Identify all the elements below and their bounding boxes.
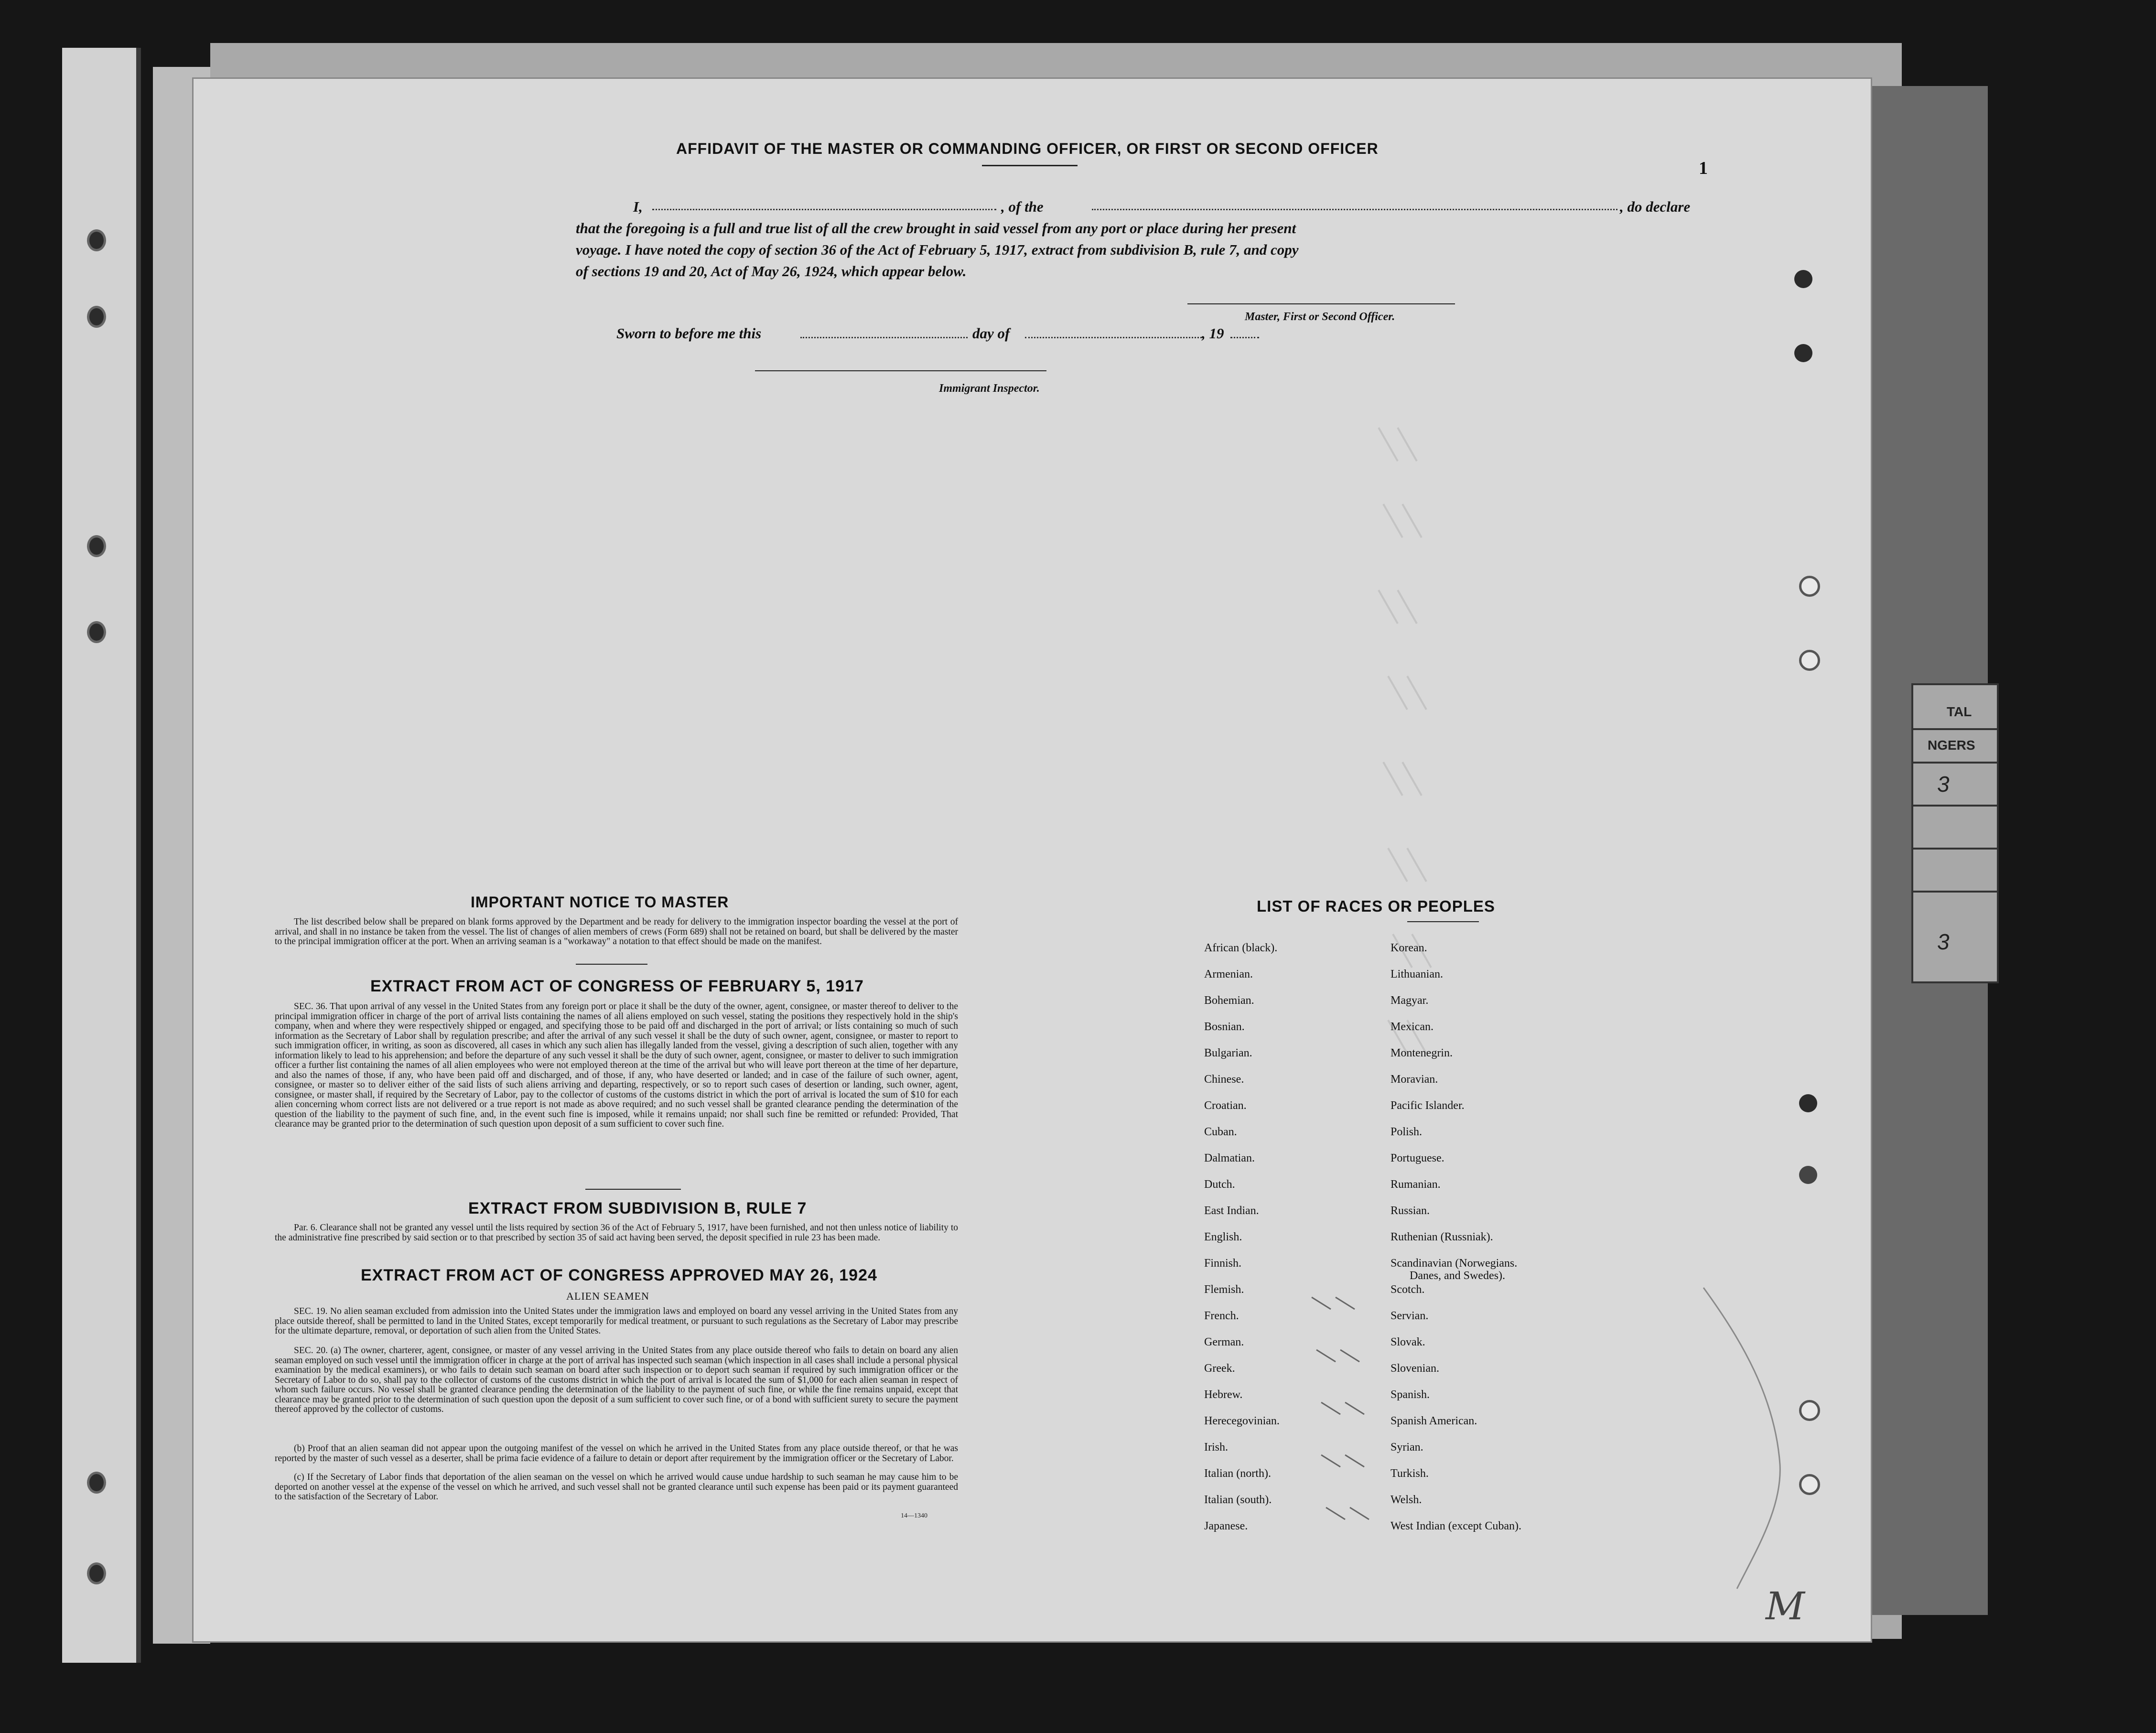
manifest-page bbox=[194, 79, 1871, 1641]
races-rule bbox=[1407, 921, 1479, 922]
inspector-line bbox=[755, 370, 1046, 371]
title-rule bbox=[982, 165, 1078, 166]
affidavit-line1-suffix: , do declare bbox=[1620, 198, 1691, 215]
affidavit-line1-middle: , of the bbox=[1001, 198, 1044, 215]
race-item-continuation: Danes, and Swedes). bbox=[1410, 1270, 1505, 1282]
race-item: Hebrew. bbox=[1204, 1389, 1243, 1401]
race-item: French. bbox=[1204, 1310, 1239, 1322]
race-item: German. bbox=[1204, 1336, 1244, 1348]
sworn-prefix: Sworn to before me this bbox=[616, 325, 762, 342]
sworn-month-blank bbox=[1025, 337, 1202, 338]
binder-hole bbox=[87, 229, 106, 251]
section-rule bbox=[576, 964, 647, 965]
form-number: 14—1340 bbox=[901, 1512, 927, 1519]
race-item: West Indian (except Cuban). bbox=[1391, 1520, 1521, 1532]
handwritten-mark: M bbox=[1766, 1584, 1805, 1628]
extract-1917-title: EXTRACT FROM ACT OF CONGRESS OF FEBRUARY 5, 1917 bbox=[370, 977, 864, 995]
inspector-label: Immigrant Inspector. bbox=[939, 382, 1040, 395]
race-item: Croatian. bbox=[1204, 1099, 1247, 1112]
race-item: Bulgarian. bbox=[1204, 1047, 1252, 1059]
section-rule bbox=[585, 1189, 681, 1190]
affidavit-line4: of sections 19 and 20, Act of May 26, 1924, which appear below. bbox=[576, 263, 967, 280]
race-item: Turkish. bbox=[1391, 1467, 1429, 1480]
sworn-day-blank bbox=[800, 337, 968, 338]
race-item: Armenian. bbox=[1204, 968, 1253, 980]
affidavit-line2: that the foregoing is a full and true list of all the crew brought in said vessel from any port or place during her present bbox=[576, 220, 1296, 237]
name-blank bbox=[652, 209, 996, 210]
race-item: Flemish. bbox=[1204, 1283, 1244, 1296]
sworn-day-label: day of bbox=[972, 325, 1010, 342]
race-item: Russian. bbox=[1391, 1205, 1430, 1217]
binder-hole bbox=[87, 535, 106, 557]
race-item: Pacific Islander. bbox=[1391, 1099, 1465, 1112]
race-item: Cuban. bbox=[1204, 1126, 1237, 1138]
alien-seamen-subtitle: ALIEN SEAMEN bbox=[566, 1290, 649, 1302]
race-item: Ruthenian (Russniak). bbox=[1391, 1231, 1493, 1243]
subdivision-title: EXTRACT FROM SUBDIVISION B, RULE 7 bbox=[468, 1199, 807, 1217]
race-item: Portuguese. bbox=[1391, 1152, 1445, 1164]
notice-title: IMPORTANT NOTICE TO MASTER bbox=[471, 893, 729, 911]
binder-hole bbox=[87, 306, 106, 328]
pencil-stroke bbox=[1699, 1283, 1794, 1598]
binder-hole bbox=[87, 621, 106, 643]
signature-label: Master, First or Second Officer. bbox=[1245, 311, 1395, 323]
race-item: Bohemian. bbox=[1204, 994, 1254, 1007]
race-item: Greek. bbox=[1204, 1362, 1235, 1375]
race-item: Moravian. bbox=[1391, 1073, 1438, 1086]
race-item: English. bbox=[1204, 1231, 1242, 1243]
reinforcement-ring bbox=[1799, 1400, 1820, 1421]
side-tab-value2: 3 bbox=[1937, 929, 1950, 954]
sworn-year-label: , 19 bbox=[1202, 325, 1224, 342]
race-item: East Indian. bbox=[1204, 1205, 1259, 1217]
subdivision-text: Par. 6. Clearance shall not be granted any vessel until the lists required by section 36 of the Act of February 5, 1917, have been furnished, and not then unless notice of liability to the administrative fine prescribed by said section or to that prescribed by section 35 of said act having been served, the deposit specified in rule 23 has been made. bbox=[275, 1223, 958, 1243]
reinforcement-ring bbox=[1799, 650, 1820, 671]
race-item: Herecegovinian. bbox=[1204, 1415, 1280, 1427]
race-item: Mexican. bbox=[1391, 1021, 1434, 1033]
race-item: Spanish. bbox=[1391, 1389, 1430, 1401]
race-item: Lithuanian. bbox=[1391, 968, 1443, 980]
side-tab-line1: TAL bbox=[1947, 704, 1972, 719]
race-item: Syrian. bbox=[1391, 1441, 1423, 1453]
race-item: Slovenian. bbox=[1391, 1362, 1439, 1375]
race-item: Irish. bbox=[1204, 1441, 1228, 1453]
race-item: Chinese. bbox=[1204, 1073, 1244, 1086]
extract-1924-title: EXTRACT FROM ACT OF CONGRESS APPROVED MAY 26, 1924 bbox=[361, 1266, 877, 1284]
race-item: African (black). bbox=[1204, 942, 1278, 954]
punch-hole bbox=[1799, 1094, 1817, 1112]
vessel-blank bbox=[1092, 209, 1617, 210]
race-item: Bosnian. bbox=[1204, 1021, 1245, 1033]
race-item: Welsh. bbox=[1391, 1494, 1422, 1506]
page-number: 1 bbox=[1699, 158, 1708, 178]
race-item: Finnish. bbox=[1204, 1257, 1242, 1270]
notice-text: The list described below shall be prepared on blank forms approved by the Department and be ready for delivery to the immigration inspector boarding the vessel at the port of arrival, and shall in no instance be taken from the vessel. The list of changes of alien members of crews (Form 689) shall not be retained on board, but shall be delivered by the master to the principal immigration officer at the port. When an arriving seaman is a "workaway" a notation to that effect should be made on the manifest. bbox=[275, 917, 958, 947]
race-item: Spanish American. bbox=[1391, 1415, 1477, 1427]
side-tab-line2: NGERS bbox=[1928, 738, 1975, 753]
affidavit-title: AFFIDAVIT OF THE MASTER OR COMMANDING OFFICER, OR FIRST OR SECOND OFFICER bbox=[676, 140, 1379, 157]
race-item: Scandinavian (Norwegians. bbox=[1391, 1257, 1518, 1270]
race-item: Magyar. bbox=[1391, 994, 1429, 1007]
sworn-year-blank bbox=[1230, 337, 1259, 338]
race-item: Servian. bbox=[1391, 1310, 1429, 1322]
punch-hole bbox=[1799, 1166, 1817, 1184]
signature-line bbox=[1187, 303, 1455, 304]
pencil-ticks bbox=[1245, 1278, 1493, 1565]
punch-hole bbox=[1794, 270, 1812, 288]
race-item: Dutch. bbox=[1204, 1178, 1235, 1191]
binder-hole bbox=[87, 1562, 106, 1584]
race-item: Japanese. bbox=[1204, 1520, 1248, 1532]
sec20b-text: (b) Proof that an alien seaman did not appear upon the outgoing manifest of the vessel on which he arrived in the United States from any place outside thereof, or that he was reported by the master of such vessel as a deserter, shall be prima facie evidence of a failure to detain or deport after requirement by the immigration officer or the Secretary of Labor. bbox=[275, 1443, 958, 1464]
sec20a-text: SEC. 20. (a) The owner, charterer, agent, consignee, or master of any vessel arriving in the United States from any place outside thereof who fails to detain on board any alien seaman employed on such vessel until the immigration officer in charge at the port of arrival has inspected such seaman (which inspection in all cases shall include a personal physical examination by the medical examiners), or who fails to detain such seaman on board after such inspection or to deport such seaman if required by such immigration officer or the Secretary of Labor to do so, shall pay to the collector of customs of the customs district in which the port of arrival is located the sum of $1,000 for each alien seaman in respect of whom such failure occurs. No vessel shall be granted clearance pending the determination of the liability to the payment of such fine, or while the fine remains unpaid, except that clearance may be granted prior to the determination of such question upon the deposit of a sum sufficient to cover such fine, or of a bond with sufficient surety to secure the payment thereof approved by the collector of customs. bbox=[275, 1345, 958, 1414]
races-title: LIST OF RACES OR PEOPLES bbox=[1257, 897, 1495, 915]
race-item: Rumanian. bbox=[1391, 1178, 1441, 1191]
sec20c-text: (c) If the Secretary of Labor finds that deportation of the alien seaman on the vessel on which he arrived would cause undue hardship to such seaman he may cause him to be deported on another vessel at the expense of the vessel on which he arrived, and such vessel shall not be granted clearance until such expense has been paid or its payment guaranteed to the satisfaction of the Secretary of Labor. bbox=[275, 1472, 958, 1502]
side-tab-totals bbox=[1911, 683, 1999, 983]
affidavit-line1-prefix: I, bbox=[633, 198, 643, 215]
binder-hole bbox=[87, 1472, 106, 1494]
race-item: Korean. bbox=[1391, 942, 1427, 954]
reinforcement-ring bbox=[1799, 1474, 1820, 1495]
left-binding-strip bbox=[62, 48, 141, 1663]
race-item: Scotch. bbox=[1391, 1283, 1425, 1296]
affidavit-line3: voyage. I have noted the copy of section 36 of the Act of February 5, 1917, extract from subdivision B, rule 7, and copy bbox=[576, 241, 1299, 258]
race-item: Slovak. bbox=[1391, 1336, 1425, 1348]
race-item: Italian (south). bbox=[1204, 1494, 1272, 1506]
punch-hole bbox=[1794, 344, 1812, 362]
sec19-text: SEC. 19. No alien seaman excluded from admission into the United States under the immigration laws and employed on board any vessel arriving in the United States from any place outside thereof, shall be permitted to land in the United States, except temporarily for medical treatment, or pursuant to such regulations as the Secretary of Labor may prescribe for the ultimate departure, removal, or deportation of such alien from the United States. bbox=[275, 1306, 958, 1336]
reinforcement-ring bbox=[1799, 576, 1820, 597]
race-item: Italian (north). bbox=[1204, 1467, 1271, 1480]
extract-1917-text: SEC. 36. That upon arrival of any vessel in the United States from any foreign port or place it shall be the duty of the owner, agent, consignee, or master thereof to deliver to the principal immigration officer in charge of the port of arrival lists containing the names of all aliens employed on such vessel, stating the positions they respectively hold in the ship's company, when and where they were respectively shipped or engaged, and specifying those to be paid off and discharged in the port of arrival; or lists containing so much of such information as the Secretary of Labor shall by regulation prescribe; and after the arrival of any such vessel it shall be the duty of such owner, agent, consignee, or master to report to such immigration officer, in writing, as soon as discovered, all cases in which any such alien has illegally landed from the vessel, giving a description of such alien, together with any information likely to lead to his apprehension; and before the departure of any such vessel it shall be the duty of such owner, agent, consignee, or master to deliver to such immigration officer a further list containing the names of all alien employees who were not employed thereon at the time of the arrival but who will leave port thereon at the time of her departure, and also the names of those, if any, who have been paid off and discharged, and of those, if any, who have deserted or landed; and in case of the failure of such owner, agent, consignee, or master so to deliver either of the said lists of such aliens arriving and departing, respectively, or so to report such cases of desertion or landing, such owner, agent, consignee, or master shall, if required by the Secretary of Labor, pay to the collector of customs of the customs district in which the port of arrival is located the sum of $10 for each alien concerning whom correct lists are not delivered or a true report is not made as above required; and no such vessel shall be granted clearance pending the determination of the question of the liability to the payment of such fine, and, in the event such fine is imposed, while it remains unpaid; nor shall such fine be remitted or refunded: Provided, That clearance may be granted prior to the determination of such question upon deposit of a sum sufficient to cover such fine. bbox=[275, 1001, 958, 1129]
race-item: Dalmatian. bbox=[1204, 1152, 1255, 1164]
race-item: Montenegrin. bbox=[1391, 1047, 1453, 1059]
side-tab-value1: 3 bbox=[1937, 772, 1950, 797]
race-item: Polish. bbox=[1391, 1126, 1423, 1138]
